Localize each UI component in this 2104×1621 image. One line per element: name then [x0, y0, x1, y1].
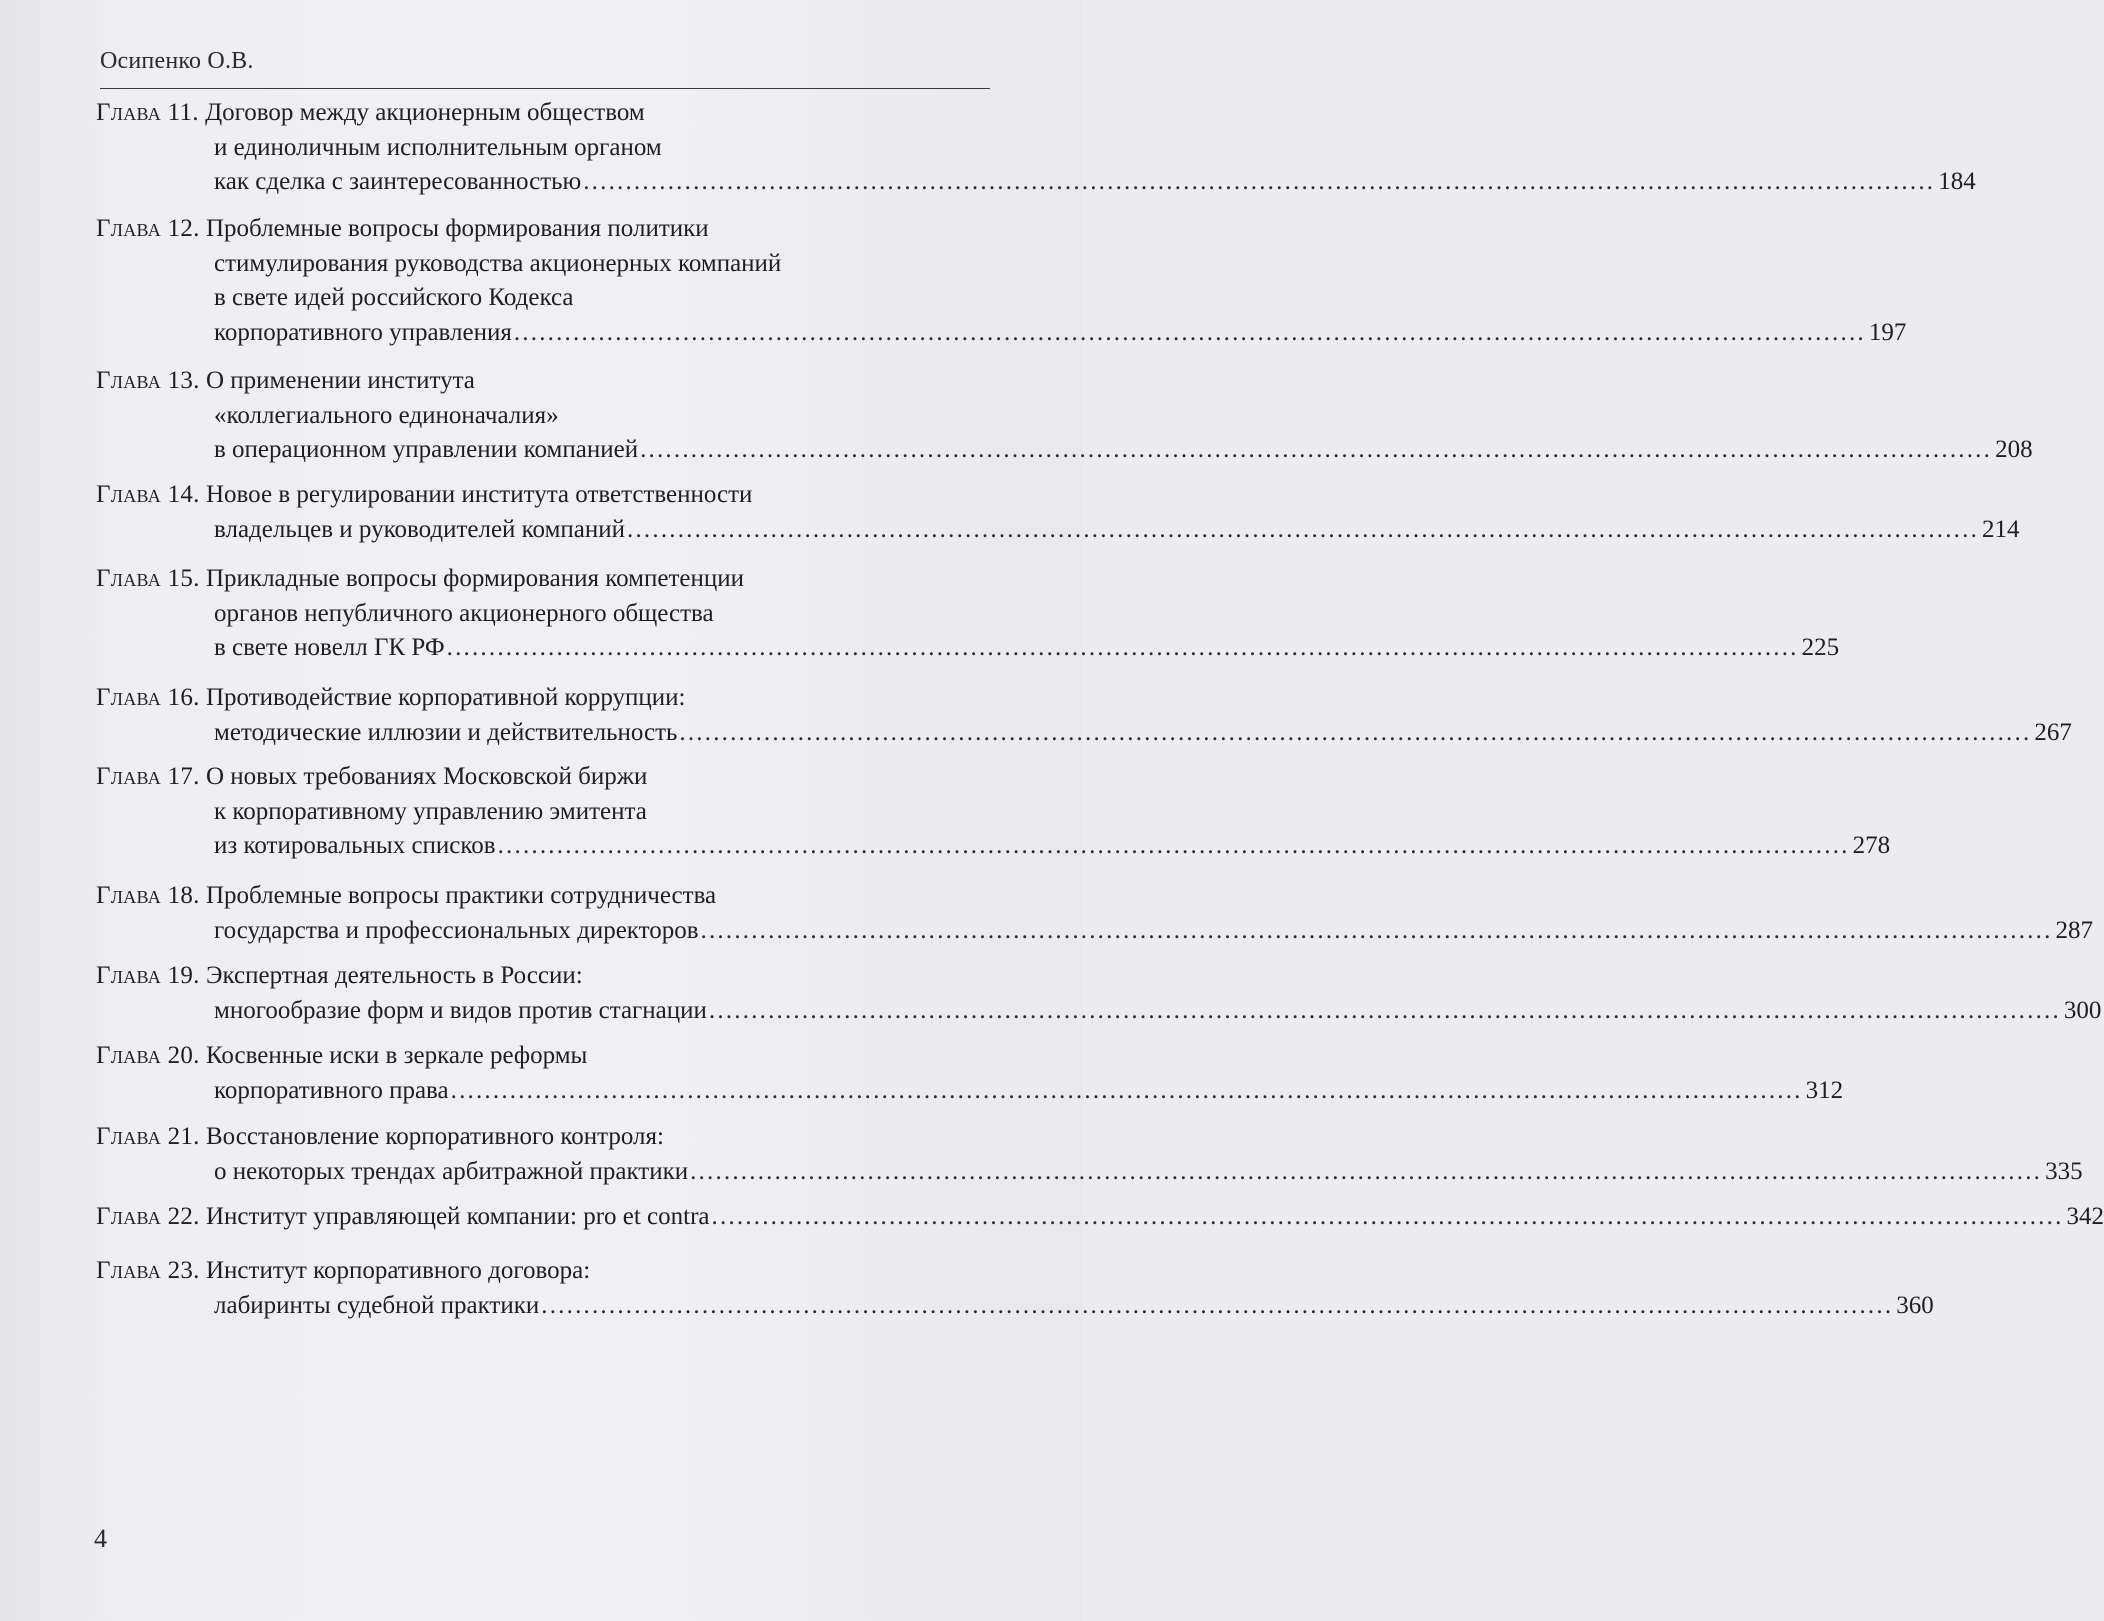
chapter-label: Глава 20.	[96, 1042, 200, 1069]
toc-line	[96, 1039, 988, 1074]
toc-line	[96, 829, 1891, 864]
chapter-title-line: и единоличным исполнительным органом	[214, 133, 662, 161]
chapter-title-line: О применении института	[205, 367, 475, 394]
toc-line	[96, 399, 988, 434]
chapter-label: Глава 15.	[96, 565, 200, 592]
chapter-page-number: 184	[1938, 168, 1976, 195]
chapter-label: Глава 19.	[96, 962, 200, 989]
chapter-title-line: в свете идей российского Кодекса	[214, 284, 574, 311]
dot-leader	[709, 997, 2061, 1024]
toc-line	[96, 478, 988, 513]
chapter-page-number: 197	[1868, 318, 1907, 346]
toc-line	[96, 364, 988, 399]
chapter-title-line: Проблемные вопросы практики сотрудничества	[205, 882, 717, 909]
chapter-page-number: 335	[2045, 1157, 2083, 1185]
toc-line	[96, 716, 2072, 751]
page-number: 4	[94, 1524, 107, 1553]
toc-line	[96, 597, 988, 632]
chapter-title-line: владельцев и руководителей компаний	[214, 515, 626, 543]
chapter-page-number: 214	[1982, 515, 2020, 543]
chapter-label: Глава 22.	[96, 1203, 200, 1230]
chapter-title-line: в операционном управлении компанией	[214, 436, 639, 463]
chapter-title-line: Противодействие корпоративной коррупции:	[205, 684, 686, 711]
chapter-title-line: методические иллюзии и действительность	[214, 718, 678, 746]
chapter-title-line: из котировальных списков	[214, 832, 496, 859]
chapter-page-number: 208	[1995, 436, 2033, 463]
toc-line	[96, 562, 988, 597]
chapter-label: Глава 21.	[96, 1123, 200, 1150]
chapter-label: Глава 13.	[96, 367, 200, 394]
toc-entry	[96, 1039, 1844, 1108]
toc-entry	[96, 760, 1891, 864]
chapter-label: Глава 14.	[96, 481, 200, 508]
toc-line	[96, 1155, 2083, 1190]
chapter-title-line: государства и профессиональных директоров	[214, 916, 699, 944]
chapter-label: Глава 18.	[96, 882, 200, 909]
chapter-page-number: 287	[2055, 916, 2094, 944]
toc-line	[96, 96, 988, 131]
toc-line	[96, 131, 988, 166]
dot-leader	[451, 1077, 1803, 1104]
toc-line	[96, 281, 988, 316]
chapter-title-line: органов непубличного акционерного общества	[214, 599, 714, 627]
toc-line	[96, 433, 2033, 468]
dot-leader	[712, 1203, 2064, 1230]
dot-leader	[679, 719, 2031, 746]
chapter-label: Глава 11.	[96, 99, 199, 126]
toc-entry	[96, 96, 1976, 200]
chapter-title-line: Проблемные вопросы формирования политики	[205, 215, 709, 242]
chapter-title-line: Экспертная деятельность в России:	[205, 962, 583, 989]
chapter-title-line: Институт корпоративного договора:	[205, 1257, 591, 1284]
toc-line	[96, 681, 988, 716]
chapter-title-line: многообразие форм и видов против стагнации	[214, 996, 707, 1024]
chapter-page-number: 278	[1852, 832, 1891, 859]
toc-entry	[96, 364, 2033, 468]
toc-line	[96, 795, 988, 830]
dot-leader	[541, 1292, 1893, 1319]
chapter-title-line: корпоративного управления	[214, 318, 512, 346]
chapter-label: Глава 12.	[96, 215, 200, 242]
chapter-title-line: Институт управляющей компании: pro et contra	[205, 1203, 710, 1230]
chapter-title-line: как сделка с заинтересованностью	[214, 168, 582, 195]
dot-leader	[690, 1158, 2042, 1185]
toc-line	[96, 631, 1840, 666]
header-rule	[100, 88, 990, 89]
chapter-title-line: Новое в регулировании института ответственности	[205, 481, 753, 508]
toc-line	[96, 1074, 1844, 1109]
toc-line	[96, 879, 988, 914]
author-name: Осипенко О.В.	[100, 48, 254, 74]
chapter-page-number: 342	[2066, 1203, 2104, 1230]
chapter-title-line: о некоторых трендах арбитражной практики	[214, 1157, 689, 1185]
toc-line	[96, 994, 2102, 1029]
toc-line	[96, 165, 1976, 200]
toc-line	[96, 1120, 988, 1155]
chapter-title-line: Косвенные иски в зеркале реформы	[205, 1042, 588, 1069]
chapter-title-line: корпоративного права	[214, 1076, 449, 1104]
dot-leader	[514, 319, 1866, 346]
dot-leader	[447, 634, 1799, 661]
toc-line	[96, 760, 988, 795]
dot-leader	[583, 168, 1935, 195]
chapter-label: Глава 23.	[96, 1257, 200, 1284]
chapter-label: Глава 17.	[96, 763, 200, 790]
toc-entry	[96, 478, 2020, 547]
toc-entry	[96, 681, 2072, 750]
toc-line	[96, 959, 988, 994]
toc-line	[96, 247, 988, 282]
toc-line	[96, 1200, 2104, 1235]
toc-entry	[96, 1200, 2104, 1235]
chapter-page-number: 360	[1896, 1291, 1934, 1319]
dot-leader	[498, 832, 1850, 859]
chapter-page-number: 312	[1805, 1076, 1844, 1104]
toc-line	[96, 513, 2020, 548]
chapter-title-line: стимулирования руководства акционерных компаний	[214, 249, 782, 277]
toc-entry	[96, 1254, 1934, 1323]
chapter-title-line: Прикладные вопросы формирования компетенции	[205, 565, 744, 592]
chapter-title-line: в свете новелл ГК РФ	[214, 634, 445, 661]
toc-line	[96, 914, 2094, 949]
toc-entry	[96, 1120, 2083, 1189]
toc-line	[96, 316, 1907, 351]
dot-leader	[701, 917, 2053, 944]
chapter-title-line: к корпоративному управлению эмитента	[214, 797, 647, 825]
chapter-label: Глава 16.	[96, 684, 200, 711]
toc-entry	[96, 959, 2102, 1028]
running-header	[100, 48, 990, 75]
toc-line	[96, 212, 988, 247]
chapter-page-number: 225	[1801, 634, 1840, 661]
toc-entry	[96, 562, 1840, 666]
chapter-title-line: О новых требованиях Московской биржи	[205, 763, 648, 790]
toc-line	[96, 1254, 988, 1289]
chapter-page-number: 267	[2034, 718, 2072, 746]
chapter-page-number: 300	[2063, 996, 2102, 1024]
dot-leader	[627, 516, 1979, 543]
toc-line	[96, 1289, 1934, 1324]
toc-entry	[96, 212, 1907, 350]
chapter-title-line: «коллегиального единоначалия»	[214, 401, 559, 429]
chapter-title-line: лабиринты судебной практики	[214, 1291, 540, 1319]
dot-leader	[640, 436, 1992, 463]
chapter-title-line: Восстановление корпоративного контроля:	[205, 1123, 664, 1150]
chapter-title-line: Договор между акционерным обществом	[205, 99, 645, 126]
toc-entry	[96, 879, 2094, 948]
